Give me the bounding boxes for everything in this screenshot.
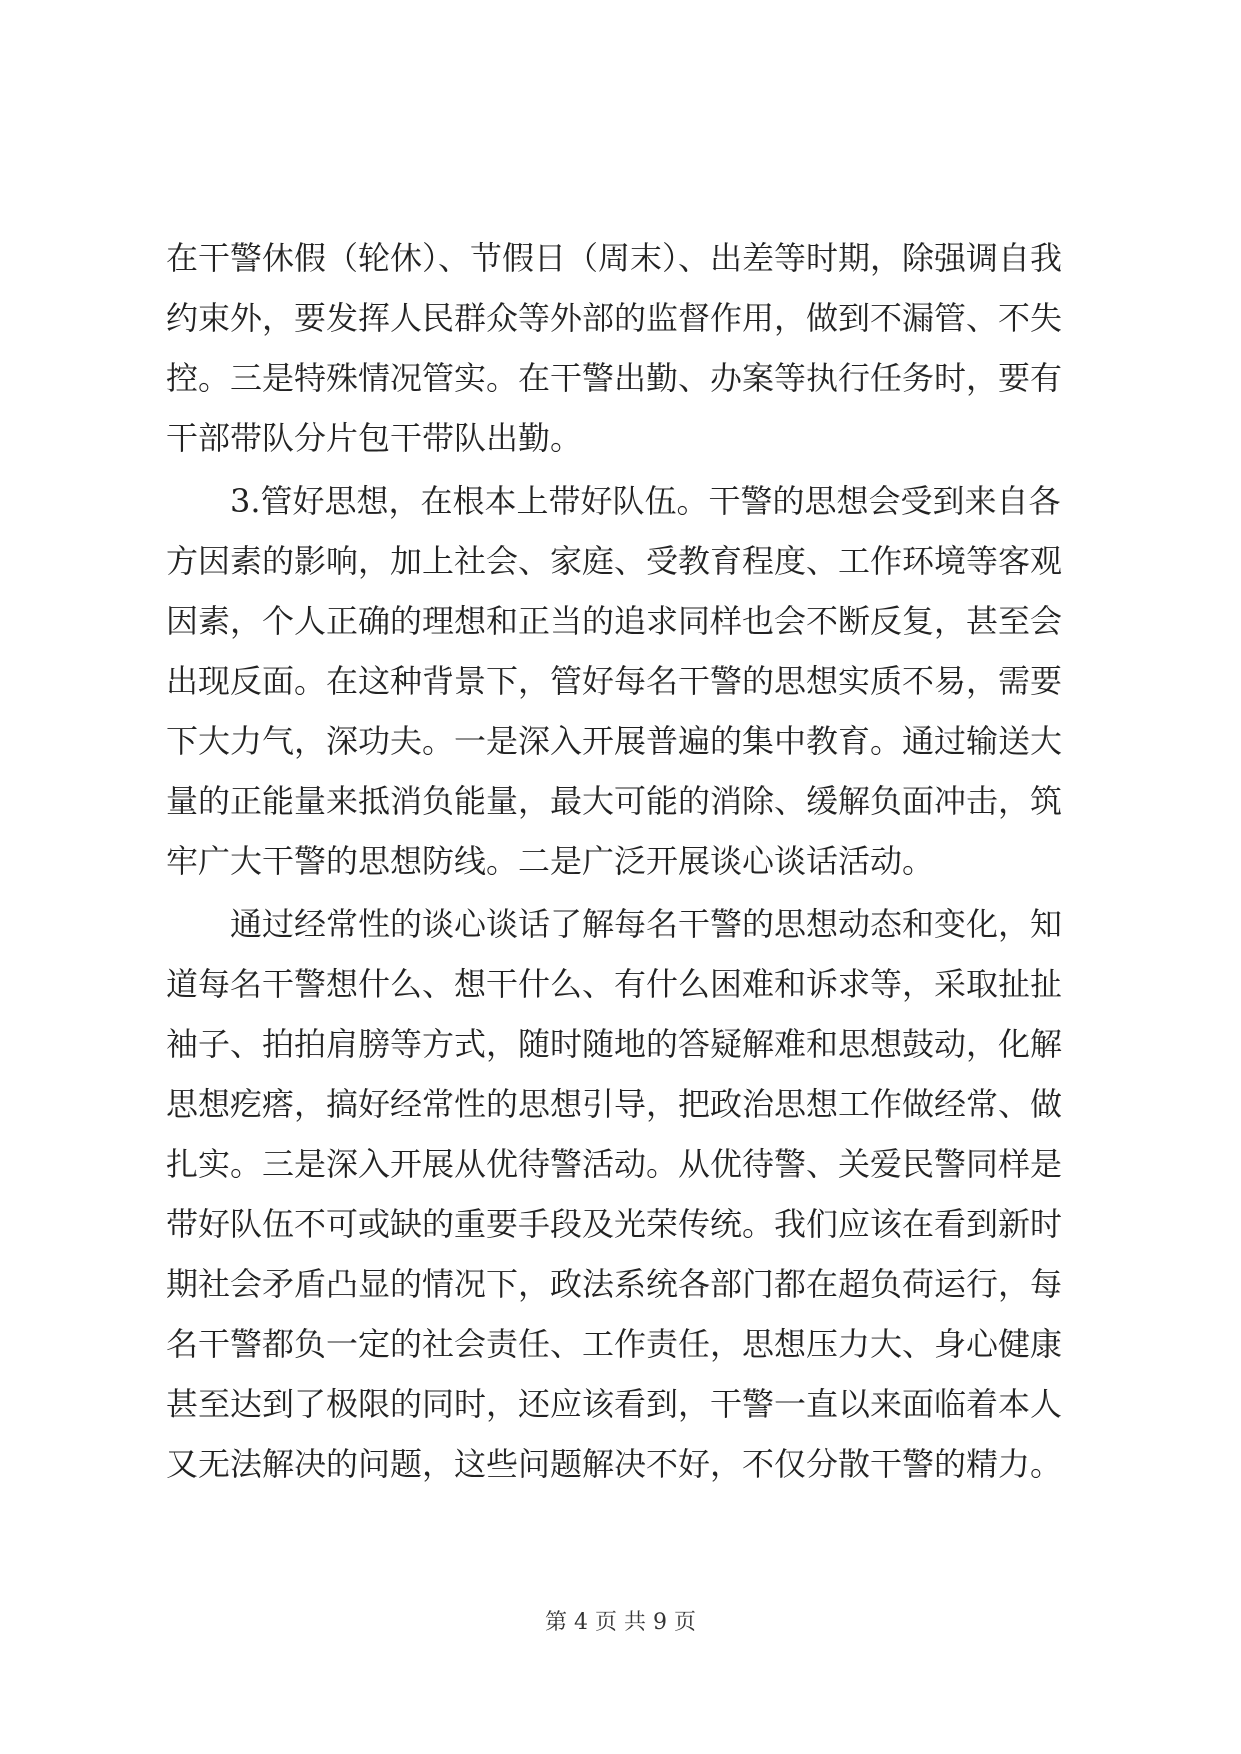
text-line: 思想疙瘩，搞好经常性的思想引导，把政治思想工作做经常、做 <box>166 1085 1063 1123</box>
text-line: 名干警都负一定的社会责任、工作责任，思想压力大、身心健康 <box>166 1325 1063 1363</box>
paragraph-1 <box>166 228 1086 468</box>
text-line: 期社会矛盾凸显的情况下，政法系统各部门都在超负荷运行，每 <box>166 1265 1063 1303</box>
text-line-first: 3.管好思想，在根本上带好队伍。干警的思想会受到来自各 <box>230 482 1061 520</box>
text-line: 又无法解决的问题，这些问题解决不好，不仅分散干警的精力。 <box>166 1445 1063 1483</box>
paragraph-3 <box>166 894 1086 1494</box>
document-body <box>166 228 1086 1494</box>
text-line: 在干警休假（轮休）、节假日（周末）、出差等时期，除强调自我 <box>166 239 1063 277</box>
text-line: 量的正能量来抵消负能量，最大可能的消除、缓解负面冲击，筑 <box>166 782 1063 820</box>
page-number-footer: 第 4 页 共 9 页 <box>545 1610 696 1635</box>
text-line: 扎实。三是深入开展从优待警活动。从优待警、关爱民警同样是 <box>166 1145 1063 1183</box>
text-line: 出现反面。在这种背景下，管好每名干警的思想实质不易，需要 <box>166 662 1063 700</box>
text-line: 道每名干警想什么、想干什么、有什么困难和诉求等，采取扯扯 <box>166 965 1063 1003</box>
text-line: 干部带队分片包干带队出勤。 <box>166 419 583 457</box>
text-line: 方因素的影响，加上社会、家庭、受教育程度、工作环境等客观 <box>166 542 1063 580</box>
text-line-first: 通过经常性的谈心谈话了解每名干警的思想动态和变化，知 <box>230 905 1063 943</box>
text-line: 因素，个人正确的理想和正当的追求同样也会不断反复，甚至会 <box>166 602 1063 640</box>
text-line: 袖子、拍拍肩膀等方式，随时随地的答疑解难和思想鼓动，化解 <box>166 1025 1063 1063</box>
text-line: 下大力气，深功夫。一是深入开展普遍的集中教育。通过输送大 <box>166 722 1063 760</box>
paragraph-2 <box>166 471 1086 891</box>
text-line: 甚至达到了极限的同时，还应该看到，干警一直以来面临着本人 <box>166 1385 1063 1423</box>
text-line: 控。三是特殊情况管实。在干警出勤、办案等执行任务时，要有 <box>166 359 1063 397</box>
text-line: 带好队伍不可或缺的重要手段及光荣传统。我们应该在看到新时 <box>166 1205 1063 1243</box>
text-line: 牢广大干警的思想防线。二是广泛开展谈心谈话活动。 <box>166 842 935 880</box>
text-line: 约束外，要发挥人民群众等外部的监督作用，做到不漏管、不失 <box>166 299 1063 337</box>
